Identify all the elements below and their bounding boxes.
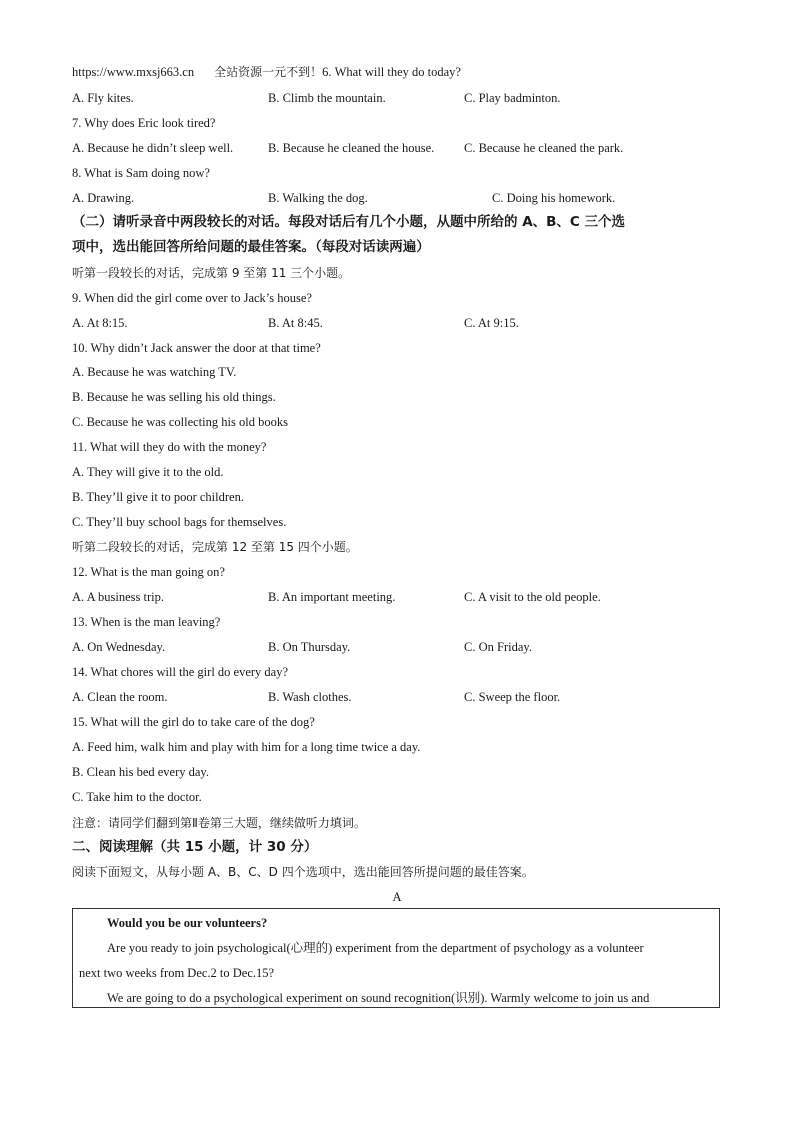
question-15: 15. What will the girl do to take care of the dog? (72, 715, 315, 729)
question-14: 14. What chores will the girl do every day? (72, 665, 289, 679)
passage-title: Would you be our volunteers? (107, 916, 268, 930)
header-line (72, 64, 461, 80)
q15-option-c: C. Take him to the doctor. (72, 790, 202, 804)
section-2-title-line-2: 项中，选出能回答所给问题的最佳答案。（每段对话读两遍） (72, 239, 430, 255)
question-7: 7. Why does Eric look tired? (72, 116, 216, 130)
q13-option-b: B. On Thursday. (268, 640, 351, 654)
q15-option-b: B. Clean his bed every day. (72, 765, 209, 779)
q11-option-a: A. They will give it to the old. (72, 465, 224, 479)
q11-option-b: B. They’ll give it to poor children. (72, 490, 244, 504)
q7-option-b: B. Because he cleaned the house. (268, 141, 435, 155)
q10-option-a: A. Because he was watching TV. (72, 365, 237, 379)
q10-option-c: C. Because he was collecting his old books (72, 415, 288, 429)
q14-option-c: C. Sweep the floor. (464, 690, 561, 704)
q8-option-b: B. Walking the dog. (268, 191, 368, 205)
q9-option-c: C. At 9:15. (464, 316, 519, 330)
passage-para-1-line-1: Are you ready to join psychological(心理的) experiment from the department of psychology as a volunteer (107, 941, 644, 955)
q13-option-c: C. On Friday. (464, 640, 532, 654)
q7-option-c: C. Because he cleaned the park. (464, 141, 624, 155)
promo-text: 全站资源一元不到！ (214, 65, 323, 79)
passage-para-1-line-2: next two weeks from Dec.2 to Dec.15? (79, 966, 275, 980)
q15-option-a: A. Feed him, walk him and play with him for a long time twice a day. (72, 740, 421, 754)
q13-option-a: A. On Wednesday. (72, 640, 166, 654)
passage-para-2-line-1: We are going to do a psychological experiment on sound recognition(识别). Warmly welcome to join us and (107, 991, 650, 1005)
q14-option-b: B. Wash clothes. (268, 690, 352, 704)
q6-option-a: A. Fly kites. (72, 91, 134, 105)
note: 注意：请同学们翻到第Ⅱ卷第三大题，继续做听力填词。 (72, 816, 366, 830)
q7-option-a: A. Because he didn’t sleep well. (72, 141, 234, 155)
q9-option-b: B. At 8:45. (268, 316, 323, 330)
question-8: 8. What is Sam doing now? (72, 166, 210, 180)
q8-option-a: A. Drawing. (72, 191, 135, 205)
question-10: 10. Why didn’t Jack answer the door at that time? (72, 341, 321, 355)
q9-option-a: A. At 8:15. (72, 316, 128, 330)
q10-option-b: B. Because he was selling his old things. (72, 390, 276, 404)
section-2-title-line-1: （二）请听录音中两段较长的对话。每段对话后有几个小题，从题中所给的 A、B、C 三个选 (72, 214, 626, 230)
q12-option-b: B. An important meeting. (268, 590, 396, 604)
passage-box (72, 908, 720, 1008)
passage-label: A (392, 890, 402, 904)
question-11: 11. What will they do with the money? (72, 440, 267, 454)
q8-option-c: C. Doing his homework. (492, 191, 616, 205)
question-9: 9. When did the girl come over to Jack’s house? (72, 291, 312, 305)
question-12: 12. What is the man going on? (72, 565, 225, 579)
question-13: 13. When is the man leaving? (72, 615, 221, 629)
part-2-instruction: 阅读下面短文，从每小题 A、B、C、D 四个选项中，选出能回答所提问题的最佳答案。 (72, 865, 534, 879)
q6-option-c: C. Play badminton. (464, 91, 561, 105)
part-2-title: 二、阅读理解（共 15 小题，计 30 分） (72, 839, 318, 855)
q14-option-a: A. Clean the room. (72, 690, 168, 704)
q11-option-c: C. They’ll buy school bags for themselves. (72, 515, 287, 529)
dialog-2-intro: 听第二段较长的对话，完成第 12 至第 15 四个小题。 (72, 540, 358, 554)
dialog-1-intro: 听第一段较长的对话，完成第 9 至第 11 三个小题。 (72, 266, 351, 280)
source-url[interactable]: https://www.mxsj663.cn (72, 65, 195, 79)
question-6: 6. What will they do today? (322, 65, 461, 79)
q6-option-b: B. Climb the mountain. (268, 91, 386, 105)
q12-option-a: A. A business trip. (72, 590, 165, 604)
q12-option-c: C. A visit to the old people. (464, 590, 601, 604)
